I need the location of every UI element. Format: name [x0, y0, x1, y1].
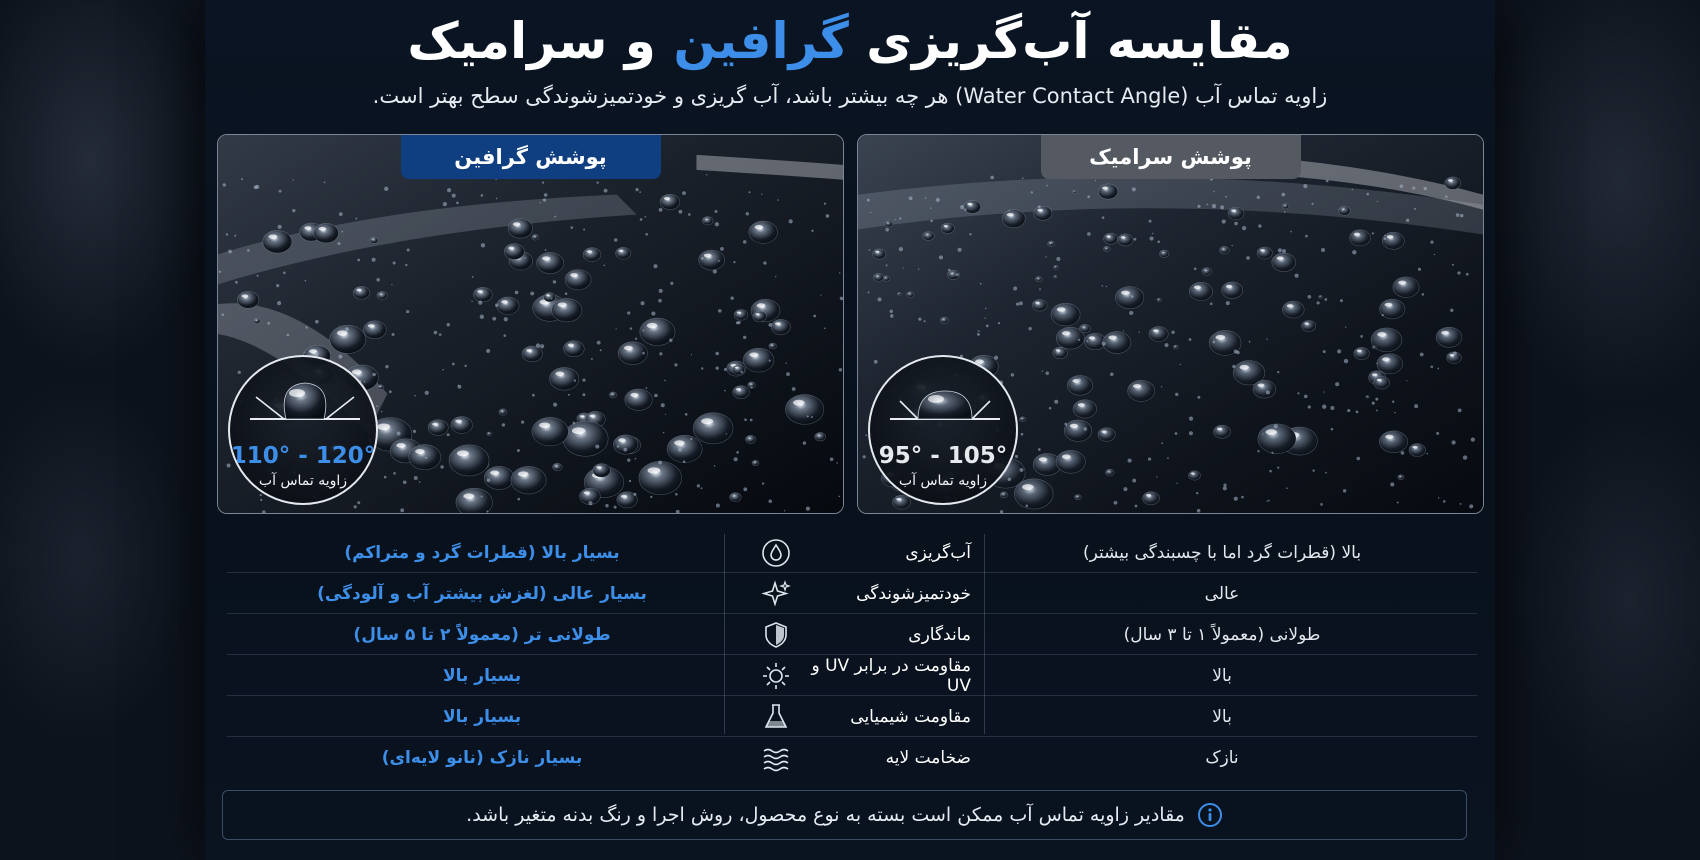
title-part2: و سرامیک: [407, 12, 656, 70]
feature: [727, 577, 977, 611]
ceramic-angle-value: 95° - 105°: [878, 443, 1008, 469]
feature: [727, 618, 977, 652]
comparison-table: [227, 530, 1477, 768]
ceramic-value: بالا (قطرات گرد اما با چسبندگی بیشتر): [1082, 542, 1362, 563]
subtitle: [205, 84, 1495, 108]
table-row: [227, 696, 1477, 737]
feature-cell: [727, 655, 977, 696]
ceramic-value: بالا: [1212, 706, 1232, 727]
ceramic-value: عالی: [1204, 583, 1240, 604]
feature-cell: [727, 737, 977, 778]
feature-cell: [727, 696, 977, 737]
table-row: [227, 532, 1477, 573]
ceramic-value: نازک: [1205, 747, 1239, 768]
feature-label: مقاومت شیمیایی: [850, 706, 971, 727]
note-box: [222, 790, 1467, 840]
water-drop-icon: [759, 536, 793, 570]
ceramic-value: بالا: [1212, 665, 1232, 686]
layers-wave-icon: [759, 741, 793, 775]
graphene-angle-badge: [228, 355, 378, 505]
title-accent: گرافین: [673, 12, 849, 70]
table-row: [227, 573, 1477, 614]
graphene-label: پوشش گرافین: [401, 135, 661, 179]
ceramic-value: طولانی (معمولاً ۱ تا ۳ سال): [1123, 624, 1321, 645]
ceramic-label: پوشش سرامیک: [1041, 135, 1301, 179]
subtitle-part2: هر چه بیشتر باشد، آب گریزی و خودتمیزشوندگی سطح بهتر است.: [372, 84, 949, 108]
shield-icon: [759, 618, 793, 652]
feature-label: ماندگاری: [908, 624, 971, 645]
graphene-value: طولانی تر (معمولاً ۲ تا ۵ سال): [353, 624, 611, 645]
sun-icon: [759, 659, 793, 693]
ceramic-angle-badge: [868, 355, 1018, 505]
feature-cell: [727, 532, 977, 573]
graphene-value: بسیار عالی (لغزش بیشتر آب و آلودگی): [317, 583, 647, 604]
feature-label: آب‌گریزی: [905, 542, 971, 563]
subtitle-english: (Water Contact Angle): [955, 84, 1189, 108]
ceramic-angle-caption: زاویه تماس آب: [898, 473, 988, 489]
graphene-angle-caption: زاویه تماس آب: [258, 473, 348, 489]
feature-cell: [727, 573, 977, 614]
feature: [727, 741, 977, 775]
feature: [727, 536, 977, 570]
feature-label: ضخامت لایه: [885, 747, 971, 768]
feature-label: خودتمیزشوندگی: [856, 583, 971, 604]
info-icon: [1197, 802, 1223, 828]
note-text: مقادیر زاویه تماس آب ممکن است بسته به نوع محصول، روش اجرا و رنگ بدنه متغیر باشد.: [466, 804, 1185, 826]
graphene-card: [217, 134, 844, 514]
graphene-value: بسیار بالا (قطرات گرد و متراکم): [344, 542, 620, 563]
graphene-value: بسیار بالا: [442, 706, 522, 727]
title-part1: مقایسه آب‌گریزی: [866, 12, 1293, 70]
ceramic-card: [857, 134, 1484, 514]
feature: [727, 700, 977, 734]
page-title: [205, 12, 1495, 70]
feature-label: مقاومت در برابر UV و UV: [811, 655, 971, 696]
feature: [727, 656, 977, 696]
flask-icon: [759, 700, 793, 734]
feature-cell: [727, 614, 977, 655]
graphene-angle-value: 110° - 120°: [230, 443, 376, 469]
table-row: [227, 614, 1477, 655]
table-row: [227, 655, 1477, 696]
graphene-value: بسیار بالا: [442, 665, 522, 686]
infographic-panel: [205, 0, 1495, 860]
subtitle-part1: زاویه تماس آب: [1195, 84, 1328, 108]
graphene-value: بسیار نازک (نانو لایه‌ای): [381, 747, 583, 768]
table-row: [227, 737, 1477, 778]
sparkle-icon: [759, 577, 793, 611]
